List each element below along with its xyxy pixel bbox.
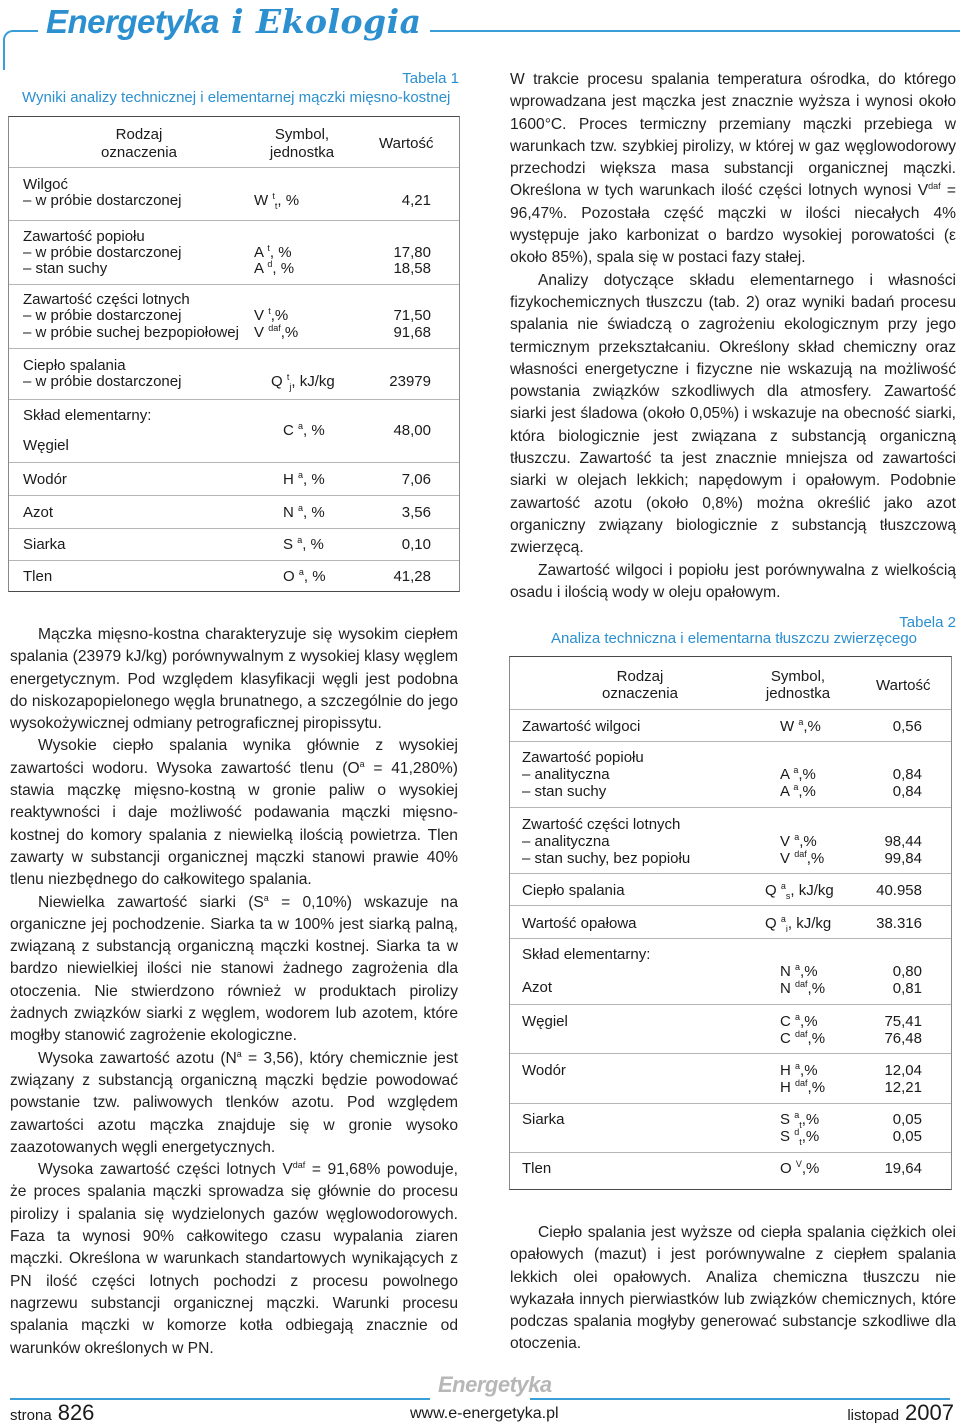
- table1-divider: [9, 495, 459, 496]
- table2-divider: [510, 1152, 951, 1153]
- table1-row-symbol: W $^t_t$, %: [254, 191, 300, 211]
- table1-head-name-line2: oznaczenia: [101, 144, 177, 161]
- table1-row-value: 0,10: [401, 536, 431, 553]
- table1: [8, 116, 460, 592]
- table1-row-value: 4,21: [401, 192, 431, 209]
- table1-row-value: 18,58: [393, 260, 431, 277]
- table1-divider: [9, 528, 459, 529]
- table2-row-symbol: Q $^a_i$, kJ/kg: [765, 914, 832, 934]
- table2-row-value: 0,05: [892, 1111, 922, 1128]
- table2-label: Tabela 2: [899, 614, 956, 631]
- paragraph: Wysokie ciepło spalania wynika głównie z wysokiej zawartości wodoru. Wysoka zawartość tlenu $(O^a = 41,280\%)$ stawia mączkę mięsno-kostną w gronie paliw o wysokiej reaktywności i daje możliwość podawania mączki mięsno-kostnej do komory spalania z niewielką ilością powietrza. Tlen zawarty w substancji organicznej mączki stanowi prawie 40% tlenu niezbędnego do całkowitego spalania.: [10, 737, 458, 889]
- table2-divider: [510, 741, 951, 742]
- header-brand-logo: Energetyka: [46, 3, 219, 40]
- table2-row-sublabel: – stan suchy, bez popiołu: [522, 850, 691, 867]
- table1-divider: [9, 560, 459, 561]
- table2-row-value: 0,80: [892, 963, 922, 980]
- table2-row-label: Azot: [522, 979, 553, 996]
- table2-row-label: Ciepło spalania: [522, 882, 625, 899]
- table2-row-label: Zawartość wilgoci: [522, 718, 641, 735]
- table1-row-symbol: S $^a$, %: [283, 535, 324, 553]
- table2-divider: [510, 1004, 951, 1005]
- table1-row-label: Wilgoć: [23, 176, 69, 193]
- table2-row-symbol: O $^V$,%: [780, 1159, 820, 1177]
- table2-row-label: Tlen: [522, 1160, 552, 1177]
- paragraph: Mączka mięsno-kostna charakteryzuje się wysokim ciepłem spalania (23979 kJ/kg) porównywalnym z wysokiej klasy węglem energetycznym. Pod względem klasyfikacji węgli jest podobna do niskozapopielonego węgla brunatnego, a szczególnie do jego wysokożywicznej odmiany petrograficznej piropissytu.: [10, 626, 458, 733]
- table2-head-symbol: [743, 668, 853, 702]
- table2-row-value: 75,41: [884, 1013, 922, 1030]
- table1-divider: [9, 462, 459, 463]
- paragraph: Wysoka zawartość azotu $(N^a = 3,56)$, który chemicznie jest związany z substancją organiczną mączki będzie powodować powstanie tzw. paliwowych tlenków azotu. Pod względem zawartości azotu mączka znajduje się w gronie wysoko zaazotowanych węgli energetycznych.: [10, 1048, 458, 1156]
- table2-divider: [510, 938, 951, 939]
- table1-row-value: 48,00: [393, 422, 431, 439]
- table2-head-name: [570, 668, 710, 702]
- table1-row-label: Skład elementarny:: [23, 407, 152, 424]
- table2-row-label: Skład elementarny:: [522, 946, 651, 963]
- table2-row-value: 98,44: [884, 833, 922, 850]
- table2-row-symbol: H $^a$,%: [780, 1061, 818, 1079]
- table1-caption: Wyniki analizy technicznej i elementarnej mączki mięsno-kostnej: [22, 89, 451, 106]
- table1-row-value: 91,68: [393, 324, 431, 341]
- left-column-text: [10, 624, 458, 1360]
- table1-row-label: Zawartość części lotnych: [23, 291, 190, 308]
- table1-row-sublabel: – w próbie dostarczonej: [23, 192, 182, 209]
- table2-row-sublabel: – analityczna: [522, 833, 610, 850]
- table2-row-label: Siarka: [522, 1111, 565, 1128]
- table1-row-value: 7,06: [401, 471, 431, 488]
- table1-head-symbol-line1: Symbol,: [274, 126, 330, 143]
- table2-divider: [510, 905, 951, 906]
- table2-row-value: 0,84: [892, 783, 922, 800]
- table1-head-symbol: [247, 126, 357, 162]
- right-column-text-bottom: [510, 1222, 956, 1356]
- paragraph: Ciepło spalania jest wyższe od ciepła spalania ciężkich olei opałowych (mazut) i jest porównywalne z ciepłem spalania lekkich olei opałowych. Analiza chemiczna tłuszczu nie wykazała innych pierwiastków lub związków chemicznych, które podczas spalania mogłyby generować substancje szkodliwe dla otoczenia.: [510, 1224, 956, 1353]
- right-column-text-top: [510, 69, 956, 604]
- table1-row-symbol: N $^a$, %: [283, 503, 325, 521]
- paragraph: Wysoka zawartość części lotnych $V^{daf} = 91,68\%$ powoduje, że proces spalania mączki sprowadza się głównie do procesu pirolizy i spalania się wydzielonych gazów węglowodorowych. Faza ta wynosi 90% całkowitego czasu wypalania ziaren mączki. Określona w warunkach standartowych wynikających z PN ilość części lotnych pochodzi z procesu powolnego nagrzewu substancji organicznej mączki. Warunki procesu spalania mączki w komorze kotła odbiegają znacznie od warunków określonych w PN.: [10, 1159, 458, 1357]
- table1-head-name-line1: Rodzaj: [115, 126, 163, 143]
- table2-row-value: 0,84: [892, 766, 922, 783]
- issue-year: 2007: [905, 1400, 954, 1425]
- table1-row-value: 23979: [389, 373, 431, 390]
- table2-row-symbol: V $^a$,%: [780, 832, 817, 850]
- table1-row-symbol: H $^a$, %: [283, 470, 325, 488]
- table1-row-symbol: Q $^t_j$, kJ/kg: [271, 372, 335, 392]
- table2-divider: [510, 1103, 951, 1104]
- table2-row-symbol: W $^a$,%: [780, 717, 821, 735]
- table2-row-symbol: S $^d_t$,%: [780, 1127, 820, 1147]
- table2-row-value: 19,64: [884, 1160, 922, 1177]
- table2-divider: [510, 709, 951, 710]
- table2-row-label: Zwartość części lotnych: [522, 816, 681, 833]
- table2-row-symbol: A $^a$,%: [780, 782, 816, 800]
- table2-head-symbol-line1: Symbol,: [770, 668, 826, 685]
- table2-row-symbol: C $^a$,%: [780, 1012, 818, 1030]
- table2-row-symbol: A $^a$,%: [780, 765, 816, 783]
- table1-row-label: Tlen: [23, 568, 53, 585]
- table2-row-symbol: N $^{daf}$,%: [780, 979, 826, 997]
- footer-url-link[interactable]: www.e-energetyka.pl: [410, 1405, 559, 1422]
- page-header-title: [38, 2, 430, 41]
- paragraph: Analizy dotyczące składu elementarnego i własności fizykochemicznych tłuszczu (tab. 2) oraz wyniki badań procesu spalania nie świadczą o zagrożeniu ekologicznym przy jego termicznym przekształcaniu. Określony skład chemiczny oraz własności energetyczne i fizyczne nie wskazują na możliwość powstania związków szkodliwych dla atmosfery. Zawartość siarki jest śladowa (około 0,05%) i wskazuje na obecność siarki, która biologicznie jest związana z substancją organiczną tłuszczu. Zawartość ta jest znacznie mniejsza od zawartości siarki w olejach lekkich; napędowym i opałowym. Podobnie zawartość azotu (około 0,8%) można określić jako azot organiczny związany biologicznie z substancją tłuszczową zwierzęcą.: [510, 271, 956, 557]
- table1-row-label: Azot: [23, 504, 54, 521]
- table2-row-symbol: V $^{daf}$,%: [780, 849, 825, 867]
- table2-row-label: Węgiel: [522, 1013, 568, 1030]
- header-title-suffix: i Ekologia: [230, 2, 422, 41]
- table1-row-label: Ciepło spalania: [23, 357, 126, 374]
- page-number: [10, 1400, 94, 1425]
- footer-logo: Energetyka: [438, 1372, 552, 1397]
- table2-divider: [510, 1053, 951, 1054]
- table2: [509, 656, 952, 1190]
- table1-divider: [9, 399, 459, 400]
- table1-row-symbol: O $^a$, %: [283, 567, 326, 585]
- table1-head-value: Wartość: [379, 135, 434, 152]
- table1-row-label: Zawartość popiołu: [23, 228, 145, 245]
- table1-row-symbol: A $^t$, %: [254, 243, 292, 261]
- table1-divider: [9, 220, 459, 221]
- table2-row-sublabel: – stan suchy: [522, 783, 607, 800]
- table2-row-symbol: S $^a_t$,%: [780, 1110, 820, 1130]
- table2-row-value: 76,48: [884, 1030, 922, 1047]
- table2-row-symbol: C $^{daf}$,%: [780, 1029, 826, 1047]
- table1-row-label: Siarka: [23, 536, 66, 553]
- table2-row-value: 0,81: [892, 980, 922, 997]
- table1-row-symbol: C $^a$, %: [283, 421, 325, 439]
- paragraph: W trakcie procesu spalania temperatura ośrodka, do którego wprowadzana jest mączka jest znacznie wyższa i wynosi około 1600°C. Proces termiczny przemiany mączki przebiega w warunkach tzw. szybkiej pirolizy, w której w gaz węglowodorowy przechodzi większa masa substancji organicznej mączki. Określona w tych warunkach ilość części lotnych wynosi $V^{daf} = 96,47\%$. Pozostała część mączki w ilości niecałych 4% występuje jako karbonizat o bardzo wysokiej porowatości (ε około 85%), spala się w postaci fazy stałej.: [510, 71, 956, 267]
- table1-row-value: 41,28: [393, 568, 431, 585]
- table2-row-symbol: Q $^a_s$, kJ/kg: [765, 881, 834, 901]
- paragraph: Niewielka zawartość siarki $(S^a = 0,10\%)$ wskazuje na organiczne jej pochodzenie. Siarka ta w 100% jest siarką palną, związaną z substancją organiczną mączki kostnej. Siarka ta w bardzo niewielkiej ilości nie stanowi żadnego zagrożenia dla otoczenia. Nie stwierdzono również w produktach pirolizy żadnych związków siarki z węglem, wodorem lub azotem, które mogłby stanowić zagrożenie ekologiczne.: [10, 892, 458, 1045]
- issue-month: listopad: [847, 1407, 900, 1424]
- table1-divider: [9, 284, 459, 285]
- table2-row-value: 0,05: [892, 1128, 922, 1145]
- page-label: strona: [10, 1407, 52, 1424]
- table2-row-label: Zawartość popiołu: [522, 749, 644, 766]
- table1-row-sublabel: – w próbie suchej bezpopiołowej: [23, 324, 239, 341]
- paragraph: Zawartość wilgoci i popiołu jest porównywalna z wielkością osadu i ilością wody w oleju opałowym.: [510, 561, 956, 601]
- table2-row-symbol: H $^{daf}$,%: [780, 1078, 826, 1096]
- table2-head-name-line2: oznaczenia: [602, 685, 678, 702]
- table2-row-label: Wodór: [522, 1062, 566, 1079]
- table1-row-sublabel: – w próbie dostarczonej: [23, 373, 182, 390]
- table1-row-label: Wodór: [23, 471, 67, 488]
- table1-row-value: 17,80: [393, 244, 431, 261]
- table2-row-value: 12,04: [884, 1062, 922, 1079]
- table1-row-symbol: V $^{daf}$,%: [254, 323, 299, 341]
- issue-date: [847, 1400, 954, 1425]
- table1-row-value: 71,50: [393, 307, 431, 324]
- table2-head-name-line1: Rodzaj: [616, 668, 664, 685]
- table2-row-value: 99,84: [884, 850, 922, 867]
- table1-row-sublabel: – w próbie dostarczonej: [23, 307, 182, 324]
- table2-row-symbol: N $^a$,%: [780, 962, 818, 980]
- table2-row-value: 0,56: [892, 718, 922, 735]
- table1-head-name: [69, 126, 209, 162]
- table2-head-value: Wartość: [876, 677, 931, 694]
- table2-row-sublabel: – analityczna: [522, 766, 610, 783]
- table2-head-symbol-line2: jednostka: [765, 685, 831, 702]
- table1-label: Tabela 1: [402, 70, 459, 87]
- table1-row-value: 3,56: [401, 504, 431, 521]
- table1-row-symbol: V $^t$,%: [254, 306, 289, 324]
- table1-head-symbol-line2: jednostka: [269, 144, 335, 161]
- table2-divider: [510, 807, 951, 808]
- page-number-value: 826: [57, 1400, 95, 1425]
- table1-row-sublabel: – w próbie dostarczonej: [23, 244, 182, 261]
- header-corner-line: [3, 30, 15, 70]
- table1-divider: [9, 348, 459, 349]
- table2-caption: Analiza techniczna i elementarna tłuszczu zwierzęcego: [551, 630, 918, 647]
- table2-row-value: 12,21: [884, 1079, 922, 1096]
- table2-row-value: 38.316: [876, 915, 922, 932]
- table1-row-label: Węgiel: [23, 437, 69, 454]
- table2-divider: [510, 873, 951, 874]
- table1-row-symbol: A $^d$, %: [254, 259, 295, 277]
- table1-row-sublabel: – stan suchy: [23, 260, 108, 277]
- table2-row-label: Wartość opałowa: [522, 915, 637, 932]
- table1-divider: [9, 167, 459, 168]
- table2-row-value: 40.958: [876, 882, 922, 899]
